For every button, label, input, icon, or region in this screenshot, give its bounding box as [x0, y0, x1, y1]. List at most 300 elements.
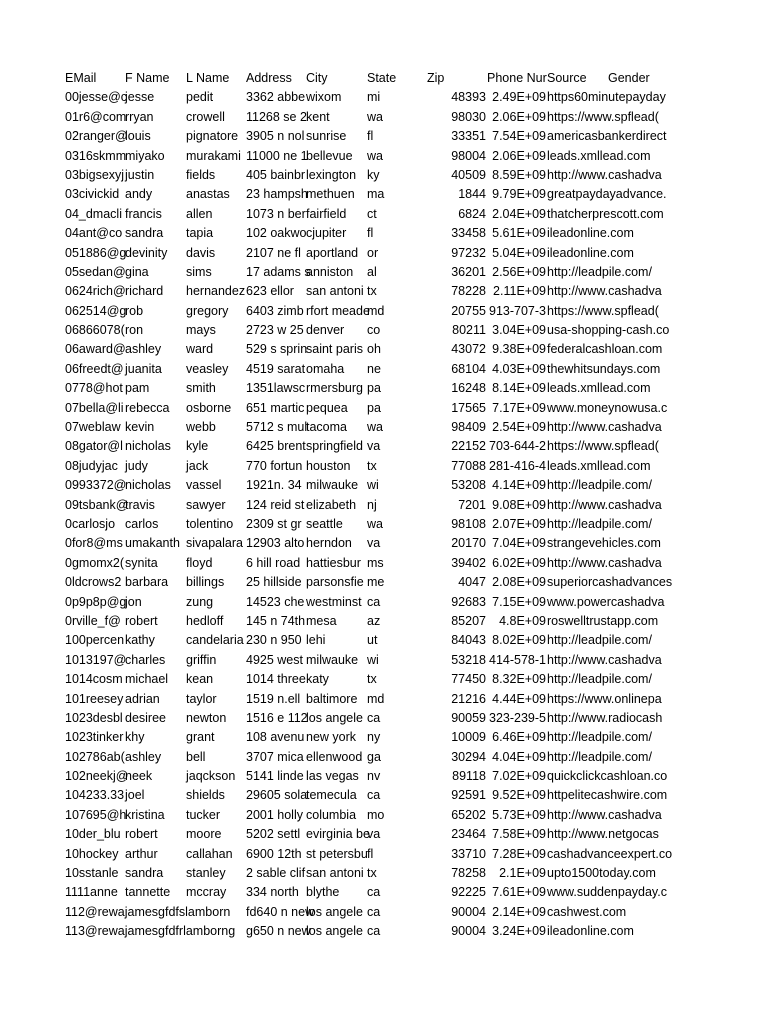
cell-zip[interactable]: 33351	[451, 129, 486, 144]
cell-source[interactable]: http://leadpile.com/	[547, 749, 652, 764]
cell-zip[interactable]: 43072	[451, 342, 486, 357]
cell-zip[interactable]: 98409	[451, 420, 486, 435]
cell-city[interactable]: elizabeth	[306, 497, 357, 512]
cell-lname[interactable]: jaqckson	[186, 769, 236, 784]
cell-lname[interactable]: allen	[186, 206, 213, 221]
cell-city[interactable]: fairfield	[306, 206, 347, 221]
cell-lname[interactable]: stanley	[186, 866, 226, 881]
cell-state[interactable]: tx	[367, 284, 377, 299]
cell-city[interactable]: blythe	[306, 885, 340, 900]
cell-email[interactable]: 07weblaw	[65, 420, 121, 435]
cell-lname[interactable]: tapia	[186, 226, 214, 241]
cell-fname[interactable]: kevin	[125, 420, 155, 435]
cell-city[interactable]: evirginia be	[306, 827, 370, 842]
cell-lname[interactable]: murakami	[186, 148, 241, 163]
cell-fname[interactable]: francis	[125, 206, 162, 221]
cell-email[interactable]: 03civickid	[65, 187, 120, 202]
cell-phone[interactable]: 4.8E+09	[499, 613, 546, 628]
cell-email[interactable]: 0624rich@	[65, 284, 126, 299]
cell-state[interactable]: wa	[367, 516, 383, 531]
cell-zip[interactable]: 92591	[451, 788, 486, 803]
cell-state[interactable]: ca	[367, 594, 381, 609]
cell-address[interactable]: 1516 e 112	[246, 710, 308, 725]
cell-state[interactable]: fl	[367, 846, 374, 861]
cell-lname[interactable]: webb	[186, 420, 216, 435]
cell-state[interactable]: wi	[367, 652, 379, 667]
cell-state[interactable]: pa	[367, 400, 381, 415]
cell-phone[interactable]: 9.79E+09	[492, 187, 546, 202]
cell-address[interactable]: 14523 che	[246, 594, 305, 609]
cell-state[interactable]: ca	[367, 904, 381, 919]
cell-address[interactable]: 2309 st gr	[246, 516, 302, 531]
cell-zip[interactable]: 78228	[451, 284, 486, 299]
cell-source[interactable]: thewhitsundays.com	[547, 361, 661, 376]
cell-state[interactable]: tx	[367, 866, 377, 881]
cell-zip[interactable]: 92225	[451, 885, 486, 900]
cell-fname[interactable]: nicholas	[125, 478, 171, 493]
cell-city[interactable]: las vegas	[306, 769, 359, 784]
cell-lname[interactable]: mays	[186, 323, 216, 338]
cell-zip[interactable]: 65202	[451, 807, 486, 822]
cell-zip[interactable]: 10009	[451, 730, 486, 745]
cell-city[interactable]: temecula	[306, 788, 357, 803]
cell-fname[interactable]: charles	[125, 652, 166, 667]
cell-city[interactable]: houston	[306, 458, 351, 473]
cell-lname[interactable]: pignatore	[186, 129, 239, 144]
cell-source[interactable]: leads.xmllead.com	[547, 148, 651, 163]
cell-zip[interactable]: 33458	[451, 226, 486, 241]
cell-email[interactable]: 100percen	[65, 633, 125, 648]
cell-source[interactable]: ileadonline.com	[547, 924, 634, 939]
cell-phone[interactable]: 7.17E+09	[492, 400, 546, 415]
cell-state[interactable]: ca	[367, 788, 381, 803]
cell-phone[interactable]: 2.04E+09	[492, 206, 546, 221]
cell-zip[interactable]: 98004	[451, 148, 486, 163]
cell-source[interactable]: http://leadpile.com/	[547, 264, 652, 279]
cell-fname[interactable]: neek	[125, 769, 153, 784]
cell-phone[interactable]: 8.02E+09	[492, 633, 546, 648]
cell-zip[interactable]: 36201	[451, 264, 486, 279]
cell-state[interactable]: wa	[367, 148, 383, 163]
cell-phone[interactable]: 4.14E+09	[492, 478, 546, 493]
cell-email[interactable]: 10hockey	[65, 846, 119, 861]
cell-phone[interactable]: 8.32E+09	[492, 672, 546, 687]
cell-address[interactable]: 529 s sprin	[246, 342, 308, 357]
cell-email[interactable]: 0778@hot	[65, 381, 123, 396]
cell-address[interactable]: 1351lawsc	[246, 381, 306, 396]
cell-zip[interactable]: 1844	[458, 187, 486, 202]
cell-city[interactable]: mesa	[306, 613, 337, 628]
cell-zip[interactable]: 92683	[451, 594, 486, 609]
cell-source[interactable]: http://leadpile.com/	[547, 516, 652, 531]
cell-source[interactable]: http://www.cashadva	[547, 555, 662, 570]
cell-phone[interactable]: 913-707-3	[489, 303, 546, 318]
cell-source[interactable]: https://www.onlinepa	[547, 691, 662, 706]
cell-city[interactable]: wixom	[306, 90, 342, 105]
header-zip[interactable]: Zip	[427, 71, 445, 85]
cell-state[interactable]: va	[367, 827, 381, 842]
cell-source[interactable]: https60minutepayday	[547, 90, 666, 105]
cell-email[interactable]: 1023tinker	[65, 730, 124, 745]
cell-fname[interactable]: rryan	[125, 109, 154, 124]
cell-state[interactable]: ma	[367, 187, 385, 202]
cell-phone[interactable]: 8.59E+09	[492, 167, 546, 182]
cell-lname[interactable]: fields	[186, 167, 216, 182]
cell-address[interactable]: 334 north	[246, 885, 299, 900]
cell-email[interactable]: 08gator@l	[65, 439, 123, 454]
cell-phone[interactable]: 5.04E+09	[492, 245, 546, 260]
cell-source[interactable]: www.moneynowusa.c	[547, 400, 668, 415]
cell-phone[interactable]: 2.54E+09	[492, 420, 546, 435]
cell-fname[interactable]: tannette	[125, 885, 171, 900]
cell-lname[interactable]: shields	[186, 788, 225, 803]
cell-address[interactable]: 11268 se 2	[246, 109, 307, 124]
cell-city[interactable]: katy	[306, 672, 329, 687]
cell-source[interactable]: cashadvanceexpert.co	[547, 846, 673, 861]
cell-lname[interactable]: bell	[186, 749, 206, 764]
cell-lname[interactable]: anastas	[186, 187, 230, 202]
cell-lname[interactable]: kean	[186, 672, 214, 687]
cell-address[interactable]: 405 bainbr	[246, 167, 306, 182]
cell-email[interactable]: 062514@g	[65, 303, 127, 318]
cell-lname[interactable]: billings	[186, 575, 225, 590]
cell-phone[interactable]: 7.15E+09	[492, 594, 546, 609]
cell-state[interactable]: pa	[367, 381, 381, 396]
cell-email[interactable]: 10der_blu	[65, 827, 121, 842]
cell-zip[interactable]: 17565	[451, 400, 486, 415]
cell-city[interactable]: pequea	[306, 400, 348, 415]
cell-city[interactable]: ellenwood	[306, 749, 363, 764]
cell-zip[interactable]: 33710	[451, 846, 486, 861]
cell-phone[interactable]: 7.61E+09	[492, 885, 546, 900]
cell-source[interactable]: http://www.cashadva	[547, 167, 662, 182]
cell-lname[interactable]	[185, 903, 246, 922]
cell-zip[interactable]: 23464	[451, 827, 486, 842]
cell-fname[interactable]: khy	[125, 730, 145, 745]
cell-address[interactable]: 1921n. 34	[246, 478, 302, 493]
cell-zip[interactable]: 80211	[452, 323, 486, 338]
cell-lname[interactable]: taylor	[186, 691, 217, 706]
cell-email[interactable]: 0for8@ms	[65, 536, 123, 551]
cell-address[interactable]: 4925 west	[246, 652, 303, 667]
cell-address[interactable]: 623 ellor	[246, 284, 294, 299]
cell-fname[interactable]	[124, 922, 186, 941]
cell-lname[interactable]: smith	[186, 381, 216, 396]
cell-lname[interactable]: ward	[186, 342, 214, 357]
cell-zip[interactable]: 53218	[451, 652, 486, 667]
cell-source[interactable]: www.powercashadva	[547, 594, 665, 609]
cell-phone[interactable]: 9.52E+09	[492, 788, 546, 803]
cell-state[interactable]: ut	[367, 633, 378, 648]
cell-lname[interactable]: davis	[186, 245, 216, 260]
cell-zip[interactable]: 77088	[451, 458, 486, 473]
cell-zip[interactable]: 90004	[451, 904, 486, 919]
cell-city[interactable]: tacoma	[306, 420, 347, 435]
cell-phone[interactable]: 2.06E+09	[492, 109, 546, 124]
header-gender[interactable]: Gender	[608, 71, 650, 85]
cell-address[interactable]: 25 hillside	[246, 575, 302, 590]
cell-city[interactable]: parsonsfie	[306, 575, 364, 590]
cell-city[interactable]: denver	[306, 323, 345, 338]
cell-zip[interactable]: 77450	[451, 672, 486, 687]
cell-address[interactable]: 1014 three	[246, 672, 306, 687]
cell-email[interactable]: 101reesey	[65, 691, 124, 706]
cell-fname[interactable]: justin	[125, 167, 155, 182]
cell-zip[interactable]: 78258	[451, 866, 486, 881]
cell-state[interactable]: al	[367, 264, 377, 279]
cell-lname[interactable]: gregory	[186, 303, 229, 318]
cell-address[interactable]: 230 n 950	[246, 633, 302, 648]
cell-email[interactable]: 0316skmm	[65, 148, 127, 163]
cell-lname[interactable]: grant	[186, 730, 215, 745]
cell-address[interactable]: 5202 settl	[246, 827, 301, 842]
cell-address[interactable]: 3707 mica	[246, 749, 304, 764]
cell-address[interactable]: 4519 sarat	[246, 361, 306, 376]
cell-phone[interactable]: 7.04E+09	[492, 536, 546, 551]
cell-email[interactable]: 08judyjac	[65, 458, 118, 473]
cell-fname[interactable]: louis	[125, 129, 151, 144]
cell-email[interactable]: 113@rewajamesgfdfrlamborng	[65, 924, 236, 939]
cell-zip[interactable]: 68104	[451, 361, 486, 376]
cell-lname[interactable]: griffin	[186, 652, 217, 667]
cell-address[interactable]: 145 n 74th	[246, 613, 306, 628]
cell-state[interactable]: nv	[367, 769, 381, 784]
cell-city[interactable]: los angele	[306, 904, 363, 919]
cell-source[interactable]: https://www.spflead(	[547, 303, 659, 318]
cell-source[interactable]: http://www.cashadva	[547, 420, 662, 435]
cell-city[interactable]: seattle	[306, 516, 343, 531]
cell-fname[interactable]: judy	[125, 458, 148, 473]
cell-address[interactable]: 29605 sola	[246, 788, 308, 803]
cell-phone[interactable]: 4.04E+09	[492, 749, 546, 764]
cell-zip[interactable]: 16248	[451, 381, 486, 396]
cell-city[interactable]: lexington	[306, 167, 357, 182]
cell-state[interactable]: md	[367, 691, 385, 706]
cell-zip[interactable]: 30294	[451, 749, 486, 764]
cell-lname[interactable]: veasley	[186, 361, 229, 376]
cell-city[interactable]: rfort meade	[306, 303, 370, 318]
cell-fname[interactable]: desiree	[125, 710, 166, 725]
cell-email[interactable]: 104233.33	[65, 788, 125, 803]
cell-city[interactable]: new york	[306, 730, 357, 745]
cell-phone[interactable]: 2.06E+09	[492, 148, 546, 163]
cell-email[interactable]: 06freedt@	[65, 361, 124, 376]
cell-fname[interactable]: rob	[125, 303, 144, 318]
cell-fname[interactable]: kristina	[125, 807, 165, 822]
cell-state[interactable]: ny	[367, 730, 381, 745]
cell-city[interactable]: kent	[306, 109, 330, 124]
cell-fname[interactable]: jesse	[125, 90, 155, 105]
cell-city[interactable]: herndon	[306, 536, 352, 551]
cell-phone[interactable]: 7.28E+09	[492, 846, 546, 861]
cell-email[interactable]: 0gmomx2(	[65, 555, 125, 570]
cell-address[interactable]: 23 hampsh	[246, 187, 308, 202]
cell-address[interactable]: 108 avenu	[246, 730, 305, 745]
cell-city[interactable]: rmersburg	[306, 381, 363, 396]
cell-city[interactable]: san antoni	[306, 866, 364, 881]
cell-fname[interactable]: sandra	[125, 226, 164, 241]
cell-state[interactable]: md	[367, 303, 385, 318]
cell-state[interactable]: az	[367, 613, 381, 628]
cell-state[interactable]: mi	[367, 90, 381, 105]
cell-email[interactable]: 0ldcrows2	[65, 575, 122, 590]
cell-email[interactable]: 04ant@co	[65, 226, 123, 241]
cell-address[interactable]: 11000 ne 1	[246, 148, 308, 163]
cell-phone[interactable]: 2.56E+09	[492, 264, 546, 279]
cell-phone[interactable]: 2.08E+09	[492, 575, 546, 590]
cell-state[interactable]: va	[367, 536, 381, 551]
cell-lname[interactable]: osborne	[186, 400, 232, 415]
cell-address[interactable]: 2723 w 25	[246, 323, 304, 338]
cell-zip[interactable]: 6824	[458, 206, 486, 221]
cell-phone[interactable]: 281-416-4	[489, 458, 546, 473]
cell-fname[interactable]: juanita	[125, 361, 162, 376]
cell-city[interactable]: springfield	[306, 439, 363, 454]
cell-phone[interactable]: 9.08E+09	[492, 497, 546, 512]
cell-fname[interactable]: rebecca	[125, 400, 170, 415]
cell-zip[interactable]: 53208	[451, 478, 486, 493]
cell-state[interactable]: wa	[367, 109, 383, 124]
cell-source[interactable]: https://www.spflead(	[547, 109, 659, 124]
cell-zip[interactable]: 84043	[451, 633, 486, 648]
cell-fname[interactable]: arthur	[125, 846, 158, 861]
cell-source[interactable]: federalcashloan.com	[547, 342, 663, 357]
cell-source[interactable]: http://leadpile.com/	[547, 672, 652, 687]
cell-email[interactable]: 00jesse@c	[65, 90, 128, 105]
cell-email[interactable]: 04_dmacli	[65, 206, 122, 221]
cell-state[interactable]: ct	[367, 206, 377, 221]
cell-state[interactable]: wi	[367, 478, 379, 493]
cell-lname[interactable]: pedit	[186, 90, 214, 105]
cell-source[interactable]: https://www.spflead(	[547, 439, 659, 454]
cell-phone[interactable]: 323-239-5	[489, 710, 546, 725]
cell-state[interactable]: ca	[367, 885, 381, 900]
cell-fname[interactable]: ashley	[125, 342, 162, 357]
cell-source[interactable]: leads.xmllead.com	[547, 381, 651, 396]
cell-city[interactable]: st petersbu	[306, 846, 368, 861]
cell-fname[interactable]: umakanth	[125, 536, 180, 551]
cell-address[interactable]: 6425 brent	[246, 439, 306, 454]
cell-lname[interactable]: crowell	[186, 109, 225, 124]
cell-source[interactable]: quickclickcashloan.co	[547, 769, 668, 784]
cell-city[interactable]: aportland	[306, 245, 359, 260]
cell-city[interactable]: omaha	[306, 361, 345, 376]
cell-zip[interactable]: 21216	[451, 691, 486, 706]
cell-fname[interactable]: gina	[125, 264, 149, 279]
cell-address[interactable]: 2107 ne fl	[246, 245, 301, 260]
cell-city[interactable]: bellevue	[306, 148, 353, 163]
cell-lname[interactable]: zung	[186, 594, 214, 609]
cell-address[interactable]: 102 oakwo	[246, 226, 307, 241]
cell-state[interactable]: tx	[367, 672, 377, 687]
cell-fname[interactable]: carlos	[125, 516, 159, 531]
cell-lname[interactable]: mccray	[186, 885, 227, 900]
cell-phone[interactable]: 7.54E+09	[492, 129, 546, 144]
cell-phone[interactable]: 3.04E+09	[492, 323, 546, 338]
cell-email[interactable]: 1013197@	[65, 652, 127, 667]
cell-city[interactable]: los angele	[306, 924, 363, 939]
cell-lname[interactable]: floyd	[186, 555, 213, 570]
cell-email[interactable]: 03bigsexyj	[65, 167, 125, 182]
cell-lname[interactable]: jack	[186, 458, 209, 473]
cell-city[interactable]: milwauke	[306, 652, 359, 667]
cell-email[interactable]: 06award@	[65, 342, 126, 357]
cell-fname[interactable]: pam	[125, 381, 150, 396]
cell-city[interactable]: saint paris	[306, 342, 363, 357]
cell-phone[interactable]: 4.44E+09	[492, 691, 546, 706]
cell-email[interactable]: 0993372@	[65, 478, 127, 493]
cell-lname[interactable]: vassel	[186, 478, 222, 493]
cell-state[interactable]: fl	[367, 129, 374, 144]
cell-address[interactable]: 5141 linde	[246, 769, 304, 784]
cell-fname[interactable]: synita	[125, 555, 158, 570]
header-source[interactable]: Source	[547, 71, 587, 85]
cell-email[interactable]: 07bella@li	[65, 400, 124, 415]
cell-lname[interactable]: tucker	[186, 807, 221, 822]
cell-state[interactable]: mo	[367, 807, 385, 822]
cell-address[interactable]: 6403 zimb	[246, 303, 304, 318]
cell-phone[interactable]: 5.73E+09	[492, 807, 546, 822]
cell-fname[interactable]: richard	[125, 284, 164, 299]
cell-fname[interactable]: robert	[125, 613, 158, 628]
cell-lname[interactable]: sawyer	[186, 497, 226, 512]
cell-address[interactable]: 6 hill road	[246, 555, 301, 570]
cell-zip[interactable]: 89118	[452, 769, 486, 784]
cell-phone[interactable]: 6.02E+09	[492, 555, 546, 570]
cell-phone[interactable]: 414-578-1	[489, 652, 546, 667]
cell-state[interactable]: nj	[367, 497, 377, 512]
cell-state[interactable]: fl	[367, 226, 374, 241]
cell-zip[interactable]: 98108	[451, 516, 486, 531]
cell-city[interactable]: cjupiter	[306, 226, 347, 241]
cell-zip[interactable]: 39402	[451, 555, 486, 570]
cell-state[interactable]: wa	[367, 420, 383, 435]
cell-address[interactable]: 770 fortun	[246, 458, 303, 473]
cell-city[interactable]: anniston	[306, 264, 354, 279]
cell-email[interactable]: 0p9p8p@g	[65, 594, 127, 609]
header-email[interactable]: EMail	[65, 71, 97, 85]
cell-email[interactable]: 102786ab(	[65, 749, 125, 764]
cell-email[interactable]: 051886@g	[65, 245, 127, 260]
cell-address[interactable]: 5712 s mul	[246, 420, 308, 435]
cell-source[interactable]: leads.xmllead.com	[547, 458, 651, 473]
cell-address[interactable]: 124 reid st	[246, 497, 305, 512]
cell-zip[interactable]: 7201	[458, 497, 486, 512]
cell-fname[interactable]: barbara	[125, 575, 169, 590]
cell-address[interactable]: 1073 n ber	[246, 206, 306, 221]
cell-state[interactable]: ky	[367, 167, 380, 182]
cell-lname[interactable]: newton	[186, 710, 227, 725]
cell-lname[interactable]: moore	[186, 827, 222, 842]
cell-address[interactable]: 2001 holly	[246, 807, 303, 822]
cell-fname[interactable]: jon	[125, 594, 142, 609]
cell-lname[interactable]: sivapalara	[186, 536, 243, 551]
cell-state[interactable]: va	[367, 439, 381, 454]
cell-source[interactable]: http://www.cashadva	[547, 652, 662, 667]
cell-city[interactable]: san antoni	[306, 284, 364, 299]
cell-state[interactable]: ne	[367, 361, 381, 376]
cell-email[interactable]: 09tsbank@	[65, 497, 129, 512]
cell-source[interactable]: usa-shopping-cash.co	[547, 323, 670, 338]
cell-fname[interactable]: nicholas	[125, 439, 171, 454]
cell-zip[interactable]: 4047	[458, 575, 486, 590]
cell-phone[interactable]: 9.38E+09	[492, 342, 546, 357]
header-address[interactable]: Address	[246, 71, 292, 85]
cell-zip[interactable]: 22152	[451, 439, 486, 454]
cell-source[interactable]: ileadonline.com	[547, 226, 634, 241]
cell-source[interactable]: http://www.cashadva	[547, 807, 662, 822]
cell-email[interactable]: 1023desbl	[65, 710, 123, 725]
